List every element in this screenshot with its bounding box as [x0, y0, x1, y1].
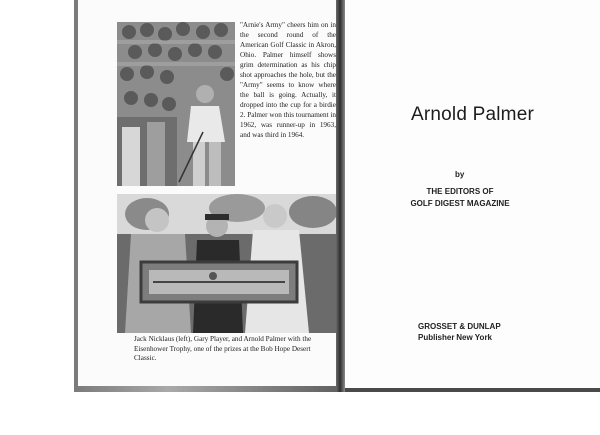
- photo-eisenhower-trophy: [117, 194, 336, 333]
- publisher-name: GROSSET & DUNLAP: [418, 322, 501, 331]
- author-line-2: GOLF DIGEST MAGAZINE: [410, 199, 510, 208]
- book-title: Arnold Palmer: [411, 104, 534, 125]
- author-credit: [398, 186, 522, 210]
- publisher-block: [418, 321, 518, 343]
- photo-arnies-army: [117, 22, 235, 186]
- publisher-label: Publisher: [418, 333, 455, 342]
- byline-by: by: [455, 170, 465, 179]
- photo-caption-bottom: Jack Nicklaus (left), Gary Player, and Arnold Palmer with the Eisenhower Trophy, one of the prizes at the Bob Hope Desert Classic.: [134, 335, 312, 363]
- publisher-city: New York: [456, 333, 492, 342]
- author-line-1: THE EDITORS OF: [426, 187, 494, 196]
- book-spine: [336, 0, 345, 392]
- publisher-row: [418, 332, 492, 343]
- photo-caption-top: "Arnie's Army" cheers him on in the second round of the American Golf Classic in Akron, Ohio. Palmer himself shows grim determination as his chip shot approaches the hole, but the "Army" seems to know where the ball is going. Actually, it dropped into the cup for a birdie 2. Palmer won this tournament in 1962, was runner-up in 1963, and was third in 1964.: [240, 21, 336, 139]
